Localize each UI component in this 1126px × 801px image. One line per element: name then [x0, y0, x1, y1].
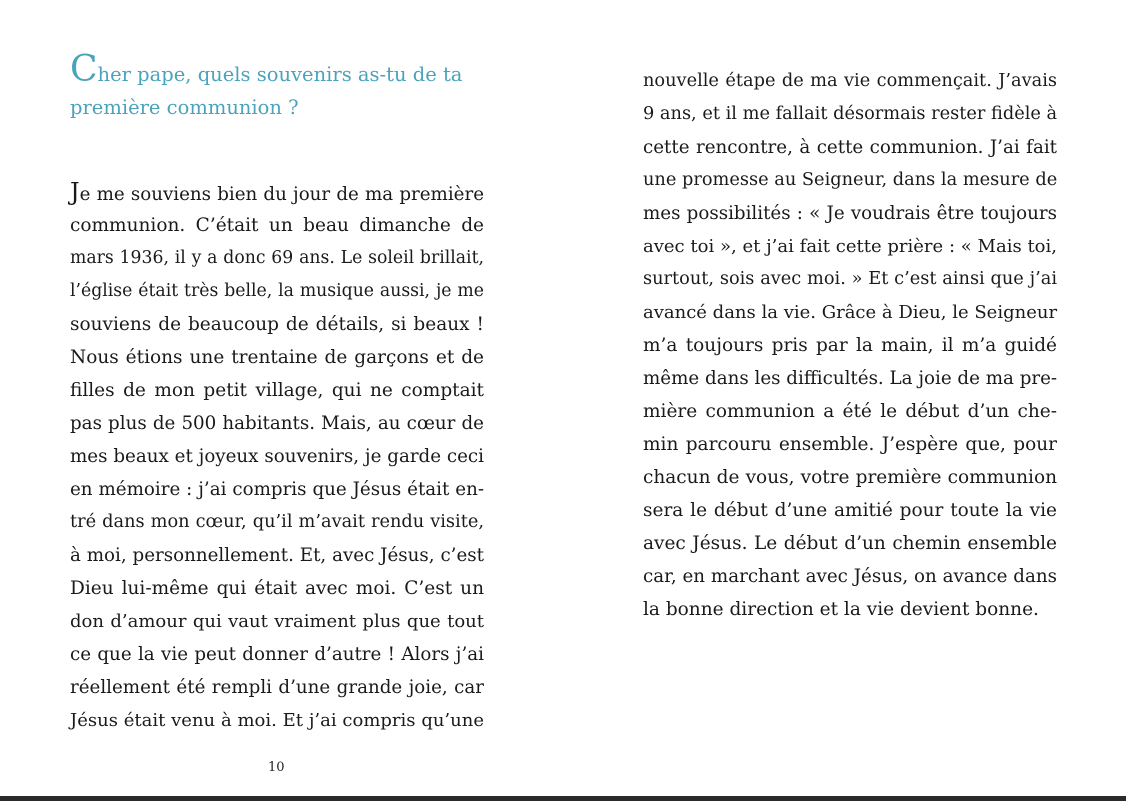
body-line: mars 1936, il y a donc 69 ans. Le soleil brillait, — [70, 248, 484, 268]
body-line: avec Jésus. Le début d’un chemin ensemble — [643, 533, 1057, 554]
body-line: mes possibilités : « Je voudrais être toujours — [643, 203, 1057, 224]
body-line: Nous étions une trentaine de garçons et de — [70, 347, 484, 368]
body-line: Jésus était venu à moi. Et j’ai compris qu’une — [70, 710, 484, 731]
body-line — [70, 176, 484, 209]
body-line: à moi, personnellement. Et, avec Jésus, c’est — [70, 545, 484, 566]
body-line: une promesse au Seigneur, dans la mesure de — [643, 170, 1058, 190]
body-line: l’église était très belle, la musique aussi, je me — [70, 281, 484, 301]
body-line: cette rencontre, à cette communion. J’ai fait — [643, 137, 1057, 158]
body-line: m’a toujours pris par la main, il m’a guidé — [643, 335, 1057, 356]
body-line: chacun de vous, votre première communion — [643, 467, 1057, 488]
body-line: sera le début d’une amitié pour toute la vie — [643, 500, 1057, 521]
body-line: avancé dans la vie. Grâce à Dieu, le Seigneur — [643, 302, 1058, 323]
body-line-text: e me souviens bien du jour de ma première — [79, 184, 484, 205]
question-line-1-text: her pape, quels souvenirs as-tu de ta — [97, 63, 463, 86]
body-line: même dans les difficultés. La joie de ma pre- — [643, 368, 1058, 389]
body-line: communion. C’était un beau dimanche de — [70, 215, 484, 236]
question-line-2: première communion ? — [70, 96, 299, 119]
body-line: mière communion a été le début d’un che- — [643, 401, 1057, 422]
body-line: mes beaux et joyeux souvenirs, je garde ceci — [70, 446, 484, 467]
body-line: surtout, sois avec moi. » Et c’est ainsi que j’ai — [643, 269, 1057, 289]
page-number: 10 — [268, 760, 285, 775]
body-line: don d’amour qui vaut vraiment plus que tout — [70, 611, 484, 632]
body-line: tré dans mon cœur, qu’il m’avait rendu visite, — [70, 512, 484, 532]
body-line: nouvelle étape de ma vie commençait. J’avais — [643, 71, 1057, 91]
body-line: en mémoire : j’ai compris que Jésus était en- — [70, 479, 484, 500]
body-line: réellement été rempli d’une grande joie, car — [70, 677, 484, 698]
body-line: pas plus de 500 habitants. Mais, au cœur de — [70, 413, 484, 434]
body-line: filles de mon petit village, qui ne comptait — [70, 380, 484, 401]
body-line: souviens de beaucoup de détails, si beaux ! — [70, 314, 484, 335]
body-line: avec toi », et j’ai fait cette prière : « Mais toi, — [643, 236, 1057, 257]
question-dropcap: C — [70, 49, 98, 90]
body-line: min parcouru ensemble. J’espère que, pour — [643, 434, 1057, 455]
question-line-1 — [70, 49, 484, 91]
body-line: 9 ans, et il me fallait désormais rester fidèle à — [643, 104, 1058, 124]
body-first-letter: J — [70, 178, 80, 206]
question-heading — [70, 49, 484, 124]
body-line: car, en marchant avec Jésus, on avance dans — [643, 566, 1057, 587]
bottom-border — [0, 796, 1126, 801]
body-line: Dieu lui-même qui était avec moi. C’est un — [70, 578, 484, 599]
body-line: la bonne direction et la vie devient bonne. — [643, 599, 1039, 620]
left-body-text — [70, 176, 484, 737]
body-line: ce que la vie peut donner d’autre ! Alors j’ai — [70, 644, 484, 665]
right-body-text — [643, 65, 1057, 626]
